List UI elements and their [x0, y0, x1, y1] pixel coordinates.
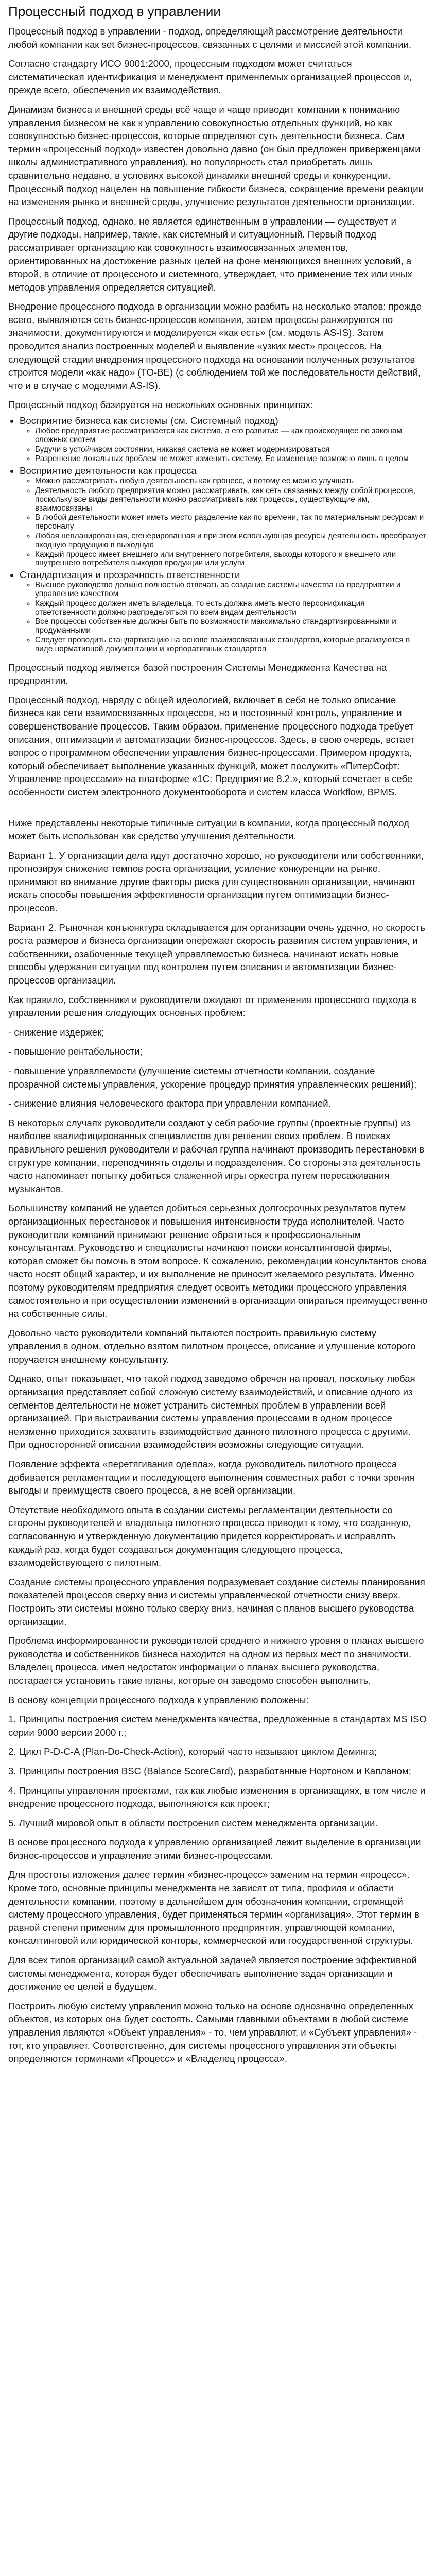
principle-sublist — [20, 581, 428, 653]
paragraph: Проблема информированности руководителей среднего и нижнего уровня о планах высшего руководства и собственников бизнеса находится на одном из первых мест по значимости. Владелец процесса, имея недостаток информации о планах высшего руководства, постарается установить такие планы, которые он заведомо способен выполнить. — [8, 1635, 424, 1686]
paragraph: Большинству компаний не удается добиться серьезных долгосрочных результатов путем организационных перестановок и повышения интенсивности труда исполнителей. Часто руководители компаний принимают решение обратиться к профессиональным консультантам. Руководство и специалисты начинают поиски консалтинговой фирмы, которая сможет бы помочь в этом вопросе. К сожалению, рекомендации консультантов снова часто носят общий характер, и их выполнение не приносит желаемого результата. Именно поэтому руководителям предприятия следует освоить методики процессного управления самостоятельно и при осуществлении изменений в организации опираться преимущественно на собственные силы. — [8, 1202, 428, 1319]
principle-sublist — [20, 427, 428, 464]
paragraph: Динамизм бизнеса и внешней среды всё чаще и чаще приводит компании к пониманию управления бизнесом не как к управлению совокупностью отдельных функций, но как совокупностью бизнес-процессов, которые определяют суть деятельности бизнеса. Сам термин «процессный подход» известен довольно давно (он был предложен приверженцами школы административного управления), но популярность стал приобретать лишь сравнительно недавно, в условиях высокой динамики внешней среды и конкуренции. Процессный подход нацелен на повышение гибкости бизнеса, сокращение времени реакции на изменения рынка и внешней среды, улучшение результатов деятельности организации. — [8, 104, 424, 208]
paragraph: 1. Принципы построения систем менеджмента качества, предложенные в стандартах MS ISO серии 9000 версии 2000 г.; — [8, 1714, 427, 1738]
paragraph: В некоторых случаях руководители создают у себя рабочие группы (проектные группы) из наиболее квалифицированных специалистов для решения своих проблем. В поисках правильного решения руководители и рабочая группа начинают производить перестановки в структуре компании, переподчинять отделы и подразделения. Со стороны эта деятельность часто напоминает попытку добиться слаженной игры оркестра путем пересаживания музыкантов. — [8, 1117, 425, 1194]
principle-label: Восприятие деятельности как процесса — [20, 465, 197, 477]
paragraph: - снижение издержек; — [8, 1026, 104, 1038]
paragraph: Вариант 2. Рыночная конъюнктура складывается для организации очень удачно, но скорость роста размеров и бизнеса организации опережает скорость развития систем управления, и собственники, озабоченные текущей управляемостью бизнеса, начинают искать новые способы удержания ситуации под контролем путем описания и автоматизации бизнес-процессов организации. — [8, 922, 425, 986]
principles-list — [8, 415, 428, 654]
paragraph: Довольно часто руководители компаний пытаются построить правильную систему управления в одном, отдельно взятом пилотном процессе, описание и улучшение которого поручается внешнему консультанту. — [8, 1327, 416, 1365]
paragraph: Вариант 1. У организации дела идут достаточно хорошо, но руководители или собственники, прогнозируя снижение темпов роста организации, усиление конкуренции на рынке, принимают во внимание другие факторы риска для существования организации, начинают искать способы повышения эффективности организации путем оптимизации бизнес-процессов. — [8, 850, 424, 914]
paragraph: Отсутствие необходимого опыта в создании системы регламентации деятельности со стороны руководителей и владельца пилотного процесса приводит к тому, что созданную, согласованную и утвержденную документацию придется корректировать и исправлять каждый раз, когда будет создаваться документация следующего процесса, взаимодействующего с пилотным. — [8, 1504, 411, 1568]
principle-subitem: ◦ Деятельность любого предприятия можно рассматривать, как сеть связанных между собой процессов, поскольку все виды деятельности можно рассматривать как процессы, существующие им, взаимосвязаны — [35, 487, 428, 513]
paragraph: Создание системы процессного управления подразумевает создание системы планирования показателей процессов сверху вниз и системы управленческой отчетности снизу вверх. Построить эти системы можно только сверху вниз, начиная с планов высшего руководства организации. — [8, 1576, 425, 1627]
principle-sublist — [20, 477, 428, 568]
paragraph: Построить любую систему управления можно только на основе однозначно определенных объектов, из которых она будет состоять. Самыми главными объектами в любой системе управления являются «Объект управления» - то, чем управляют, и «Субъект управления» - тот, кто управляет. Соответственно, для системы процессного управления эти объекты определяются терминами «Процесс» и «Владелец процесса». — [8, 2000, 417, 2064]
paragraph: Процессный подход является базой построения Системы Менеджмента Качества на предприятии. — [8, 662, 387, 686]
principle-item — [20, 465, 428, 568]
principle-subitem: ◦ Разрешение локальных проблем не может изменить систему. Ее изменение возможно лишь в целом — [35, 455, 428, 464]
principle-subitem: ◦ В любой деятельности может иметь место разделение как по времени, так по материальным ресурсам и персоналу — [35, 514, 428, 531]
principle-subitem: ◦ Следует проводить стандартизацию на основе взаимосвязанных стандартов, которые реализуются в виде нормативной документации и корпоративных стандартов — [35, 636, 428, 654]
principle-item — [20, 569, 428, 653]
principle-label: Восприятие бизнеса как системы (см. Системный подход) — [20, 415, 278, 427]
paragraph: 2. Цикл P-D-C-A (Plan-Do-Check-Action), который часто называют циклом Деминга; — [8, 1746, 377, 1757]
paragraph: В основу концепции процессного подхода к управлению положены: — [8, 1694, 309, 1705]
paragraph: Для всех типов организаций самой актуальной задачей является построение эффективной системы менеджмента, которая будет обеспечивать выполнение задач организации и достижение ее целей в будущем. — [8, 1955, 417, 1992]
spacer — [8, 805, 428, 817]
principle-subitem: ◦ Можно рассматривать любую деятельность как процесс, и потому ее можно улучшать — [35, 477, 428, 486]
paragraph: Процессный подход базируется на нескольких основных принципах: — [8, 399, 313, 411]
paragraph: - снижение влияния человеческого фактора при управлении компанией. — [8, 1098, 331, 1109]
paragraph: Ниже представлены некоторые типичные ситуации в компании, когда процессный подход может быть использован как средство улучшения деятельности. — [8, 817, 410, 842]
paragraph: Процессный подход, однако, не является единственным в управлении — существует и другие подходы, например, такие, как системный и ситуационный. Первый подход рассматривает организацию как совокупность взаимосвязанных элементов, ориентированных на достижение разных целей на фоне меняющихся внешних условий, а второй, в отличие от процессного и системного, утверждает, что применение тех или иных методов управления определяется ситуацией. — [8, 215, 412, 293]
paragraph: Как правило, собственники и руководители ожидают от применения процессного подхода в управлении решения следующих основных проблем: — [8, 994, 416, 1019]
paragraph: Внедрение процессного подхода в организации можно разбить на несколько этапов: прежде всего, выявляются сеть бизнес-процессов компании, затем процессы ранжируются по значимости, документируются и моделируется «как есть» (см. модель AS-IS). Затем проводится анализ построенных моделей и выявление «узких мест» процессов. На следующей стадии внедрения процессного подхода на основании полученных результатов строится модели «как надо» (TO-BE) (с соблюдением той же последовательности действий, что и в случае с моделями AS-IS). — [8, 301, 422, 391]
principle-subitem: ◦ Каждый процесс имеет внешнего или внутреннего потребителя, выходы которого и внешнего или внутреннего потребителя выходов продукции или услуги — [35, 551, 428, 568]
principle-subitem: ◦ Все процессы собственные должны быть по возможности максимально стандартизированными и продуманными — [35, 618, 428, 635]
paragraph: Для простоты изложения далее термин «бизнес-процесс» заменим на термин «процесс». Кроме того, основные принципы менеджмента не зависят от типа, профиля и области деятельности компании, поэтому в дальнейшем для обозначения компании, стремящей систему процессного управления, будет применяться термин «организация». Этот термин в равной степени применим для промышленного предприятия, управляющей компании, консалтинговой или юридической конторы, коммерческой или государственной структуры. — [8, 1869, 420, 1946]
principle-label: Стандартизация и прозрачность ответственности — [20, 569, 240, 581]
paragraph: Однако, опыт показывает, что такой подход заведомо обречен на провал, поскольку любая организация представляет собой сложную систему взаимодействий, и описание одного из сегментов деятельности не может устранить системных проблем в управлении всей организацией. При выстраивании системы управления процессами в одном процессе неизменно приходится захватить взаимодействие данного пилотного процесса с другими. При односторонней описании взаимодействия возможны следующие ситуации. — [8, 1373, 415, 1450]
principle-subitem: ◦ Будучи в устойчивом состоянии, никакая система не может модернизироваться — [35, 446, 428, 454]
paragraph: 5. Лучший мировой опыт в области построения систем менеджмента организации. — [8, 1817, 378, 1828]
paragraph: Согласно стандарту ИСО 9001:2000, процессным подходом может считаться систематическая идентификация и менеджмент применяемых организацией процессов и, прежде всего, обеспечения их взаимодействия. — [8, 58, 412, 96]
page-title: Процессный подход в управлении — [8, 4, 221, 19]
paragraph: В основе процессного подхода к управлению организацией лежит выделение в организации бизнес-процессов и управление этими бизнес-процессами. — [8, 1837, 421, 1861]
paragraph: Процессный подход в управлении - подход, определяющий рассмотрение деятельности любой компании как set бизнес-процессов, связанных с целями и миссией этой компании. — [8, 26, 412, 50]
paragraph: 4. Принципы управления проектами, так как любые изменения в организациях, в том числе и внедрение процессного подхода, выполняются как проект; — [8, 1785, 426, 1809]
principle-subitem: ◦ Любое предприятие рассматривается как система, а его развитие — как происходящее по законам сложных систем — [35, 427, 428, 445]
paragraph: Появление эффекта «перетягивания одеяла», когда руководитель пилотного процесса добивается регламентации и последующего выполнения совместных работ с точки зрения выгоды и преимуществ своего процесса, а не всей организации. — [8, 1459, 415, 1496]
paragraph: 3. Принципы построения BSC (Balance ScoreCard), разработанные Нортоном и Капланом; — [8, 1765, 411, 1776]
paragraph: - повышение рентабельности; — [8, 1046, 143, 1057]
paragraph: - повышение управляемости (улучшение системы отчетности компании, создание прозрачной системы управления, ускорение процедур принятия управленческих решений); — [8, 1065, 417, 1090]
principle-item — [20, 415, 428, 464]
principle-subitem: ◦ Высшее руководство должно полностью отвечать за создание системы качества на предприятии и управление качеством — [35, 581, 428, 599]
paragraph: Процессный подход, наряду с общей идеологией, включает в себя не только описание бизнеса как сети взаимосвязанных процессов, но и постоянный контроль, управление и совершенствование процессов. Таким образом, применение процессного подхода требует описания, оптимизации и автоматизации бизнес-процессов. Здесь, в свою очередь, встает вопрос о программном обеспечении управления бизнес-процессами. Примером продукта, который обеспечивает выполнение указанных функций, может послужить «ПитерСофт: Управление процессами» на платформе «1С: Предприятие 8.2.», который сочетает в себе особенности систем электронного документооборота и систем класса Workflow, BPMS. — [8, 694, 415, 798]
principle-subitem: ◦ Любая непланированная, сгенерированная и при этом использующая ресурсы деятельность преобразует входную продукцию в выходную — [35, 532, 428, 550]
principle-subitem: ◦ Каждый процесс должен иметь владельца, то есть должна иметь место персонификация ответственности должно распределяться по всем видам деятельности — [35, 600, 428, 617]
